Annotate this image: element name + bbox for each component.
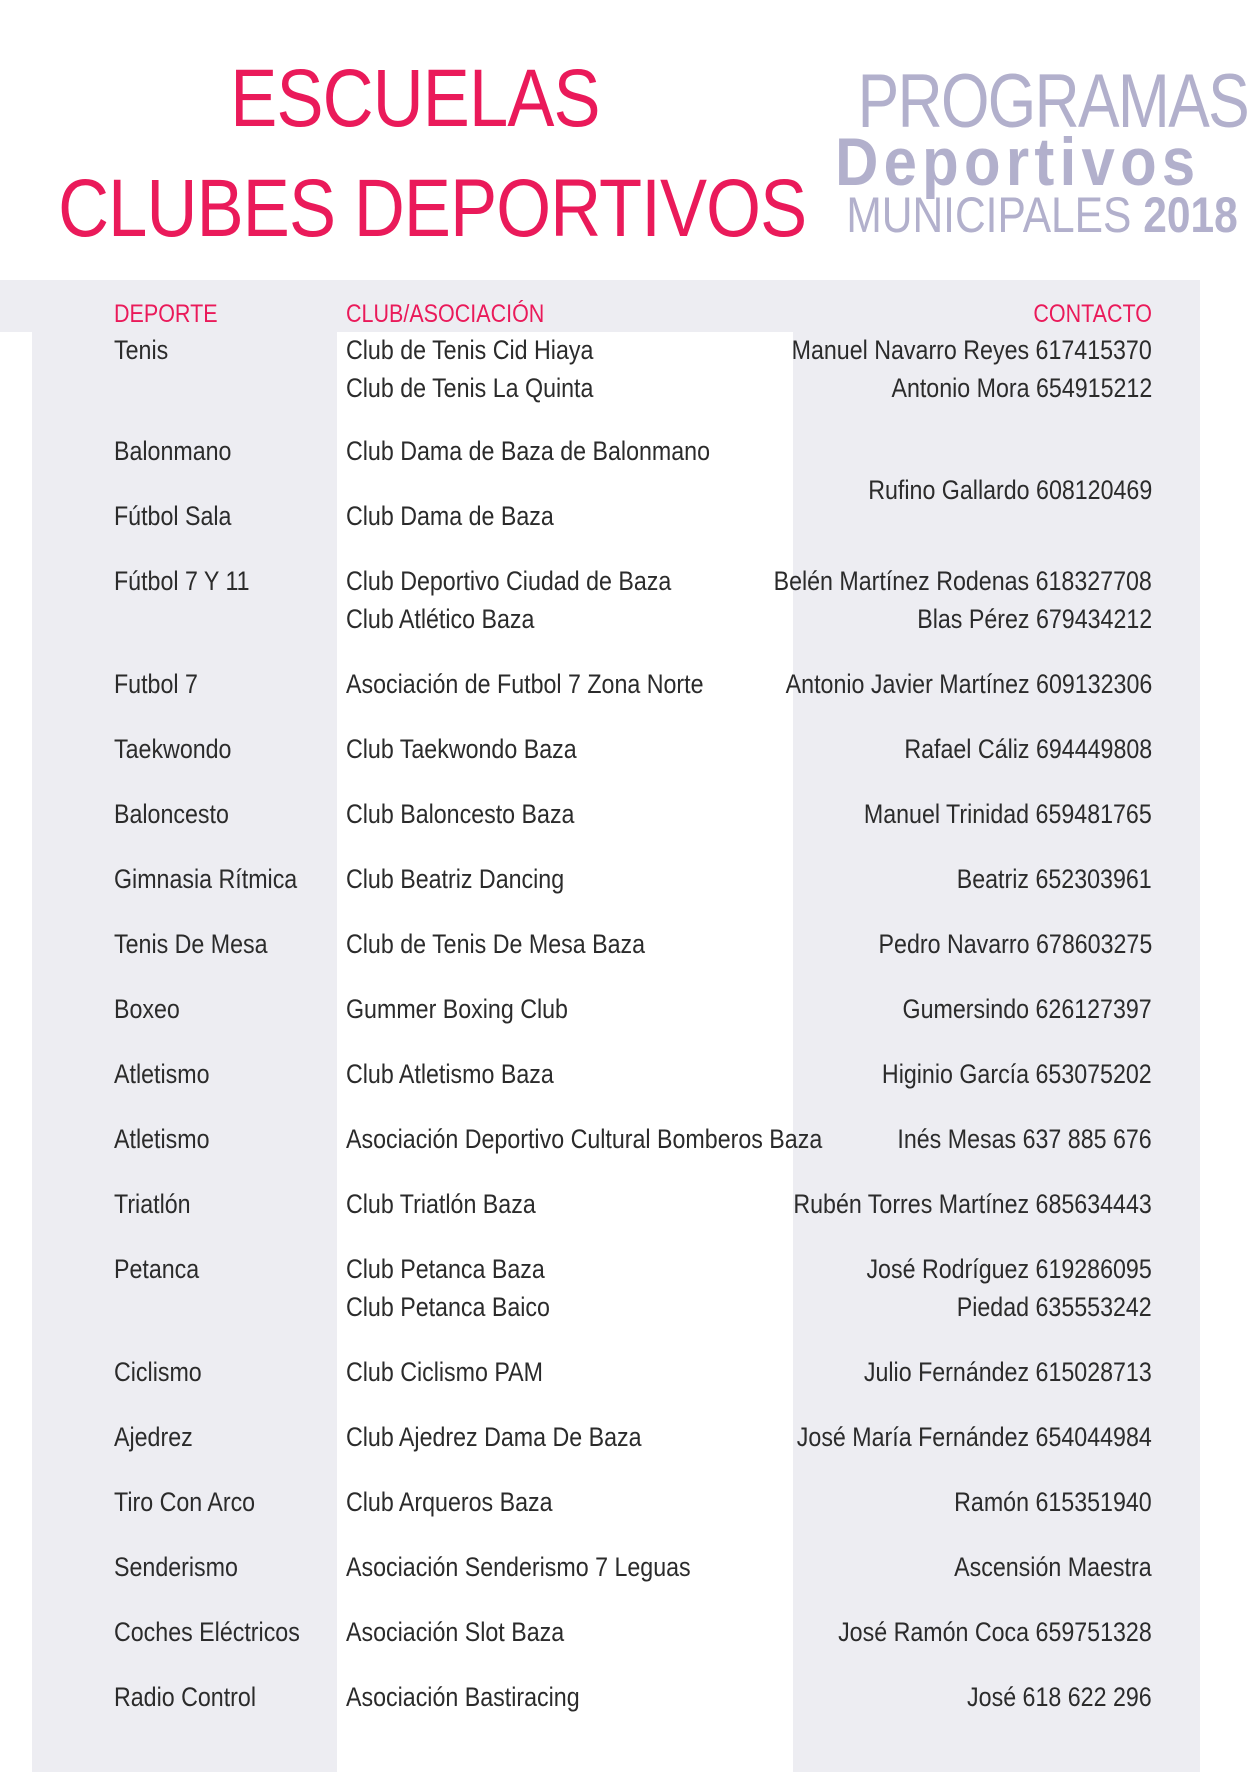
sport-cell: Futbol 7 — [114, 669, 198, 699]
contact-cell: Rafael Cáliz 694449808 — [904, 734, 1152, 764]
contact-cell: Manuel Navarro Reyes 617415370 — [791, 335, 1152, 365]
brand-year: 2018 — [1143, 187, 1238, 243]
club-cell: Asociación Deportivo Cultural Bomberos Baza — [346, 1124, 823, 1154]
club-cell: Club Dama de Baza de Balonmano — [346, 436, 711, 466]
title-escuelas: ESCUELAS — [230, 53, 600, 144]
contact-cell: Blas Pérez 679434212 — [917, 604, 1152, 634]
club-cell: Club de Tenis La Quinta — [346, 373, 594, 403]
club-cell: Club Ajedrez Dama De Baza — [346, 1422, 642, 1452]
header-club: CLUB/ASOCIACIÓN — [346, 300, 545, 328]
title-clubes-deportivos: CLUBES DEPORTIVOS — [58, 163, 807, 254]
sport-cell: Tenis — [114, 335, 169, 365]
club-cell: Club Beatriz Dancing — [346, 864, 565, 894]
club-cell: Club Taekwondo Baza — [346, 734, 577, 764]
sport-cell: Senderismo — [114, 1552, 238, 1582]
brand-deportivos: Deportivos — [835, 124, 1201, 200]
club-cell: Gummer Boxing Club — [346, 994, 568, 1024]
club-cell: Club de Tenis De Mesa Baza — [346, 929, 646, 959]
contact-cell: Piedad 635553242 — [957, 1292, 1152, 1322]
contact-cell: Manuel Trinidad 659481765 — [864, 799, 1152, 829]
club-cell: Club Baloncesto Baza — [346, 799, 575, 829]
contact-cell: Rubén Torres Martínez 685634443 — [793, 1189, 1152, 1219]
sport-cell: Balonmano — [114, 436, 232, 466]
club-cell: Asociación Senderismo 7 Leguas — [346, 1552, 691, 1582]
contact-cell: Antonio Javier Martínez 609132306 — [785, 669, 1152, 699]
sport-cell: Fútbol Sala — [114, 501, 232, 531]
sport-cell: Tiro Con Arco — [114, 1487, 256, 1517]
sport-cell: Atletismo — [114, 1059, 210, 1089]
sport-cell: Tenis De Mesa — [114, 929, 268, 959]
contact-cell: Julio Fernández 615028713 — [864, 1357, 1152, 1387]
club-cell: Club Petanca Baza — [346, 1254, 545, 1284]
sport-cell: Triatlón — [114, 1189, 191, 1219]
contact-cell: Belén Martínez Rodenas 618327708 — [773, 566, 1152, 596]
contact-cell: José María Fernández 654044984 — [797, 1422, 1152, 1452]
contact-cell: José Ramón Coca 659751328 — [838, 1617, 1152, 1647]
sport-cell: Gimnasia Rítmica — [114, 864, 298, 894]
sport-cell: Baloncesto — [114, 799, 229, 829]
contact-cell: Ascensión Maestra — [954, 1552, 1152, 1582]
contact-cell: José 618 622 296 — [967, 1682, 1152, 1712]
contact-cell: José Rodríguez 619286095 — [866, 1254, 1152, 1284]
header-deporte: DEPORTE — [114, 300, 218, 328]
sport-cell: Fútbol 7 Y 11 — [114, 566, 250, 596]
club-cell: Club Atletismo Baza — [346, 1059, 554, 1089]
brand-programas: PROGRAMAS — [857, 59, 1248, 144]
club-cell: Asociación Slot Baza — [346, 1617, 565, 1647]
sport-cell: Boxeo — [114, 994, 180, 1024]
sport-cell: Taekwondo — [114, 734, 232, 764]
club-cell: Club de Tenis Cid Hiaya — [346, 335, 594, 365]
club-cell: Club Triatlón Baza — [346, 1189, 536, 1219]
club-cell: Club Deportivo Ciudad de Baza — [346, 566, 672, 596]
brand-municipales — [846, 187, 1238, 243]
club-cell: Club Atlético Baza — [346, 604, 535, 634]
club-cell: Asociación de Futbol 7 Zona Norte — [346, 669, 704, 699]
club-cell: Club Ciclismo PAM — [346, 1357, 543, 1387]
contact-cell: Rufino Gallardo 608120469 — [867, 475, 1152, 505]
contact-cell: Antonio Mora 654915212 — [891, 373, 1152, 403]
club-cell: Club Dama de Baza — [346, 501, 554, 531]
contact-cell: Beatriz 652303961 — [957, 864, 1152, 894]
brand-municipales-text: MUNICIPALES — [846, 187, 1132, 243]
contact-cell: Pedro Navarro 678603275 — [878, 929, 1152, 959]
sport-cell: Coches Eléctricos — [114, 1617, 300, 1647]
contact-cell: Higinio García 653075202 — [882, 1059, 1152, 1089]
club-cell: Club Arqueros Baza — [346, 1487, 553, 1517]
club-cell: Club Petanca Baico — [346, 1292, 550, 1322]
header-contacto: CONTACTO — [1033, 300, 1152, 328]
contact-cell: Inés Mesas 637 885 676 — [897, 1124, 1152, 1154]
contact-cell: Gumersindo 626127397 — [902, 994, 1152, 1024]
sport-cell: Ajedrez — [114, 1422, 193, 1452]
contact-cell: Ramón 615351940 — [954, 1487, 1152, 1517]
club-cell: Asociación Bastiracing — [346, 1682, 580, 1712]
sport-cell: Petanca — [114, 1254, 200, 1284]
sport-cell: Ciclismo — [114, 1357, 202, 1387]
sport-cell: Radio Control — [114, 1682, 256, 1712]
sport-cell: Atletismo — [114, 1124, 210, 1154]
